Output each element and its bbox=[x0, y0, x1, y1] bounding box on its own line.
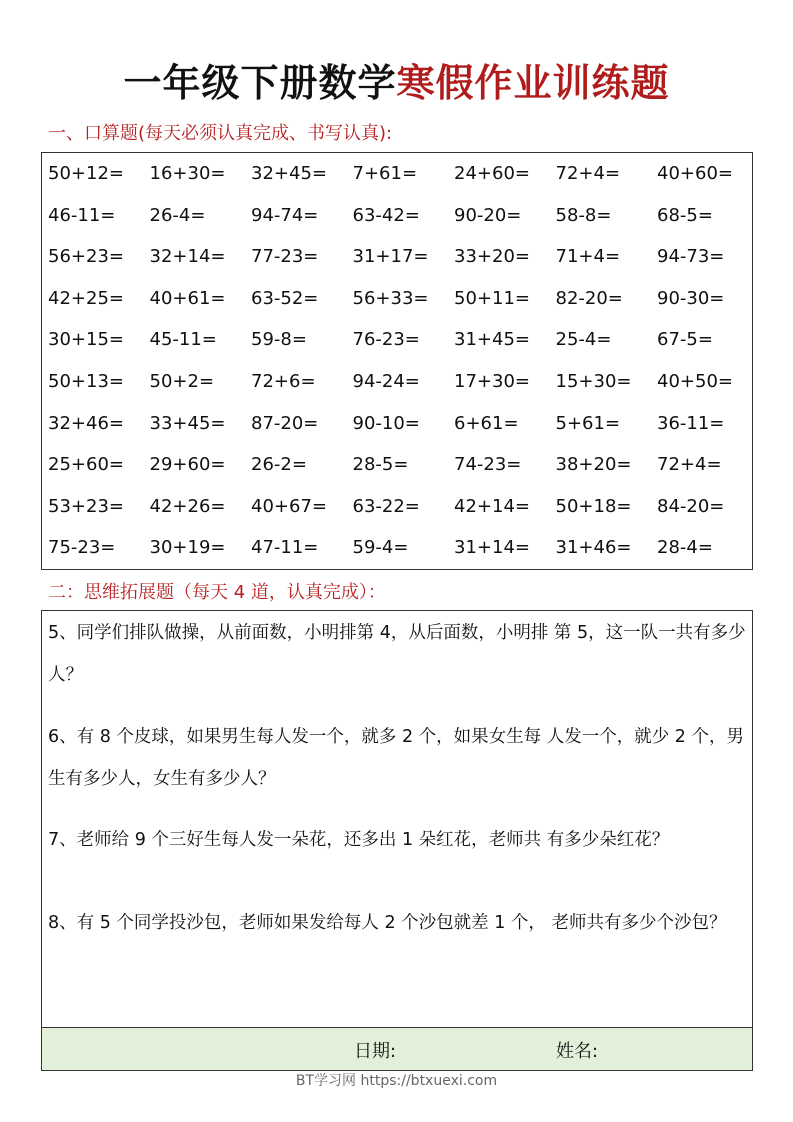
question-8: 8、有 5 个同学投沙包，老师如果发给每人 2 个沙包就差 1 个， 老师共有多少个沙包？ bbox=[48, 913, 727, 933]
title-black: 一年级下册数学 bbox=[123, 61, 397, 105]
arithmetic-item: 6+61= bbox=[454, 412, 519, 434]
source-watermark: BT学习网 https://btxuexi.com bbox=[295, 1073, 498, 1089]
arithmetic-item: 50+12= bbox=[48, 163, 124, 184]
question-5: 5、同学们排队做操，从前面数，小明排第 4，从后面数，小明排 第 5，这一队一共有多少人？ bbox=[48, 623, 746, 685]
arithmetic-item: 40+60= bbox=[657, 163, 733, 184]
arithmetic-item: 50+11= bbox=[454, 287, 530, 309]
arithmetic-item: 32+46= bbox=[48, 412, 124, 434]
arithmetic-item: 33+45= bbox=[149, 412, 226, 434]
page-title bbox=[0, 52, 793, 107]
arithmetic-item: 59-8= bbox=[251, 329, 307, 351]
arithmetic-item: 63-42= bbox=[352, 204, 420, 226]
footer-band bbox=[42, 1027, 752, 1070]
arithmetic-item: 31+14= bbox=[454, 537, 530, 559]
arithmetic-item: 58-8= bbox=[555, 204, 612, 226]
arithmetic-item: 40+61= bbox=[149, 287, 226, 309]
arithmetic-item: 87-20= bbox=[251, 412, 319, 434]
arithmetic-item: 26-4= bbox=[149, 204, 206, 226]
arithmetic-item: 68-5= bbox=[657, 204, 713, 226]
arithmetic-item: 72+4= bbox=[657, 454, 722, 476]
arithmetic-item: 77-23= bbox=[251, 246, 319, 268]
title-red: 寒假作业训练题 bbox=[396, 61, 670, 105]
arithmetic-item: 31+45= bbox=[454, 329, 530, 351]
arithmetic-item: 45-11= bbox=[149, 329, 217, 351]
arithmetic-item: 29+60= bbox=[149, 454, 226, 476]
arithmetic-item: 31+17= bbox=[352, 246, 429, 268]
arithmetic-item: 33+20= bbox=[454, 246, 530, 268]
section2-heading: 二：思维拓展题（每天 4 道，认真完成）： bbox=[48, 582, 386, 603]
arithmetic-item: 63-52= bbox=[251, 287, 319, 309]
arithmetic-item: 74-23= bbox=[454, 454, 522, 476]
arithmetic-item: 72+4= bbox=[555, 163, 621, 184]
arithmetic-item: 75-23= bbox=[48, 537, 116, 559]
arithmetic-item: 42+14= bbox=[454, 495, 530, 517]
arithmetic-item: 42+25= bbox=[48, 287, 124, 309]
word-problems-box bbox=[41, 610, 753, 1071]
arithmetic-box bbox=[41, 152, 753, 570]
arithmetic-item: 53+23= bbox=[48, 495, 124, 517]
arithmetic-item: 46-11= bbox=[48, 204, 116, 226]
arithmetic-item: 94-74= bbox=[251, 204, 319, 226]
arithmetic-item: 82-20= bbox=[555, 287, 623, 309]
arithmetic-item: 40+67= bbox=[251, 495, 327, 517]
arithmetic-item: 47-11= bbox=[251, 537, 319, 559]
arithmetic-item: 30+15= bbox=[48, 329, 124, 351]
arithmetic-item: 42+26= bbox=[149, 495, 226, 517]
arithmetic-item: 63-22= bbox=[352, 495, 420, 517]
arithmetic-item: 31+46= bbox=[555, 537, 632, 559]
arithmetic-item: 72+6= bbox=[251, 370, 316, 392]
arithmetic-item: 76-23= bbox=[352, 329, 420, 351]
arithmetic-item: 40+50= bbox=[657, 370, 733, 392]
arithmetic-item: 16+30= bbox=[149, 163, 226, 184]
arithmetic-item: 38+20= bbox=[555, 454, 632, 476]
arithmetic-item: 56+23= bbox=[48, 246, 124, 268]
date-label: 日期: bbox=[354, 1041, 397, 1062]
arithmetic-item: 94-73= bbox=[657, 246, 725, 268]
arithmetic-item: 90-30= bbox=[657, 287, 725, 309]
arithmetic-item: 71+4= bbox=[555, 246, 621, 268]
arithmetic-item: 28-5= bbox=[352, 454, 409, 476]
arithmetic-item: 94-24= bbox=[352, 370, 420, 392]
arithmetic-item: 90-10= bbox=[352, 412, 420, 434]
arithmetic-item: 28-4= bbox=[657, 537, 713, 559]
arithmetic-item: 30+19= bbox=[149, 537, 226, 559]
arithmetic-item: 7+61= bbox=[352, 163, 418, 184]
section1-heading: 一、口算题(每天必须认真完成、书写认真): bbox=[48, 123, 393, 144]
arithmetic-item: 36-11= bbox=[657, 412, 725, 434]
arithmetic-item: 15+30= bbox=[555, 370, 632, 392]
arithmetic-item: 32+14= bbox=[149, 246, 226, 268]
arithmetic-item: 50+18= bbox=[555, 495, 632, 517]
arithmetic-item: 50+13= bbox=[48, 370, 124, 392]
arithmetic-item: 25+60= bbox=[48, 454, 124, 476]
arithmetic-item: 59-4= bbox=[352, 537, 409, 559]
name-label: 姓名: bbox=[556, 1041, 599, 1062]
arithmetic-grid bbox=[48, 161, 759, 577]
arithmetic-item: 5+61= bbox=[555, 412, 621, 434]
arithmetic-item: 67-5= bbox=[657, 329, 713, 351]
arithmetic-item: 50+2= bbox=[149, 370, 215, 392]
arithmetic-item: 25-4= bbox=[555, 329, 612, 351]
arithmetic-item: 84-20= bbox=[657, 495, 725, 517]
question-7: 7、老师给 9 个三好生每人发一朵花，还多出 1 朵红花，老师共 有多少朵红花？ bbox=[48, 830, 670, 850]
question-6: 6、有 8 个皮球，如果男生每人发一个，就多 2 个，如果女生每 人发一个，就少 2 个，男生有多少人，女生有多少人？ bbox=[48, 727, 744, 789]
arithmetic-item: 24+60= bbox=[454, 163, 530, 184]
arithmetic-item: 26-2= bbox=[251, 454, 307, 476]
arithmetic-item: 17+30= bbox=[454, 370, 530, 392]
arithmetic-item: 32+45= bbox=[251, 163, 327, 184]
arithmetic-item: 90-20= bbox=[454, 204, 522, 226]
arithmetic-item: 56+33= bbox=[352, 287, 429, 309]
